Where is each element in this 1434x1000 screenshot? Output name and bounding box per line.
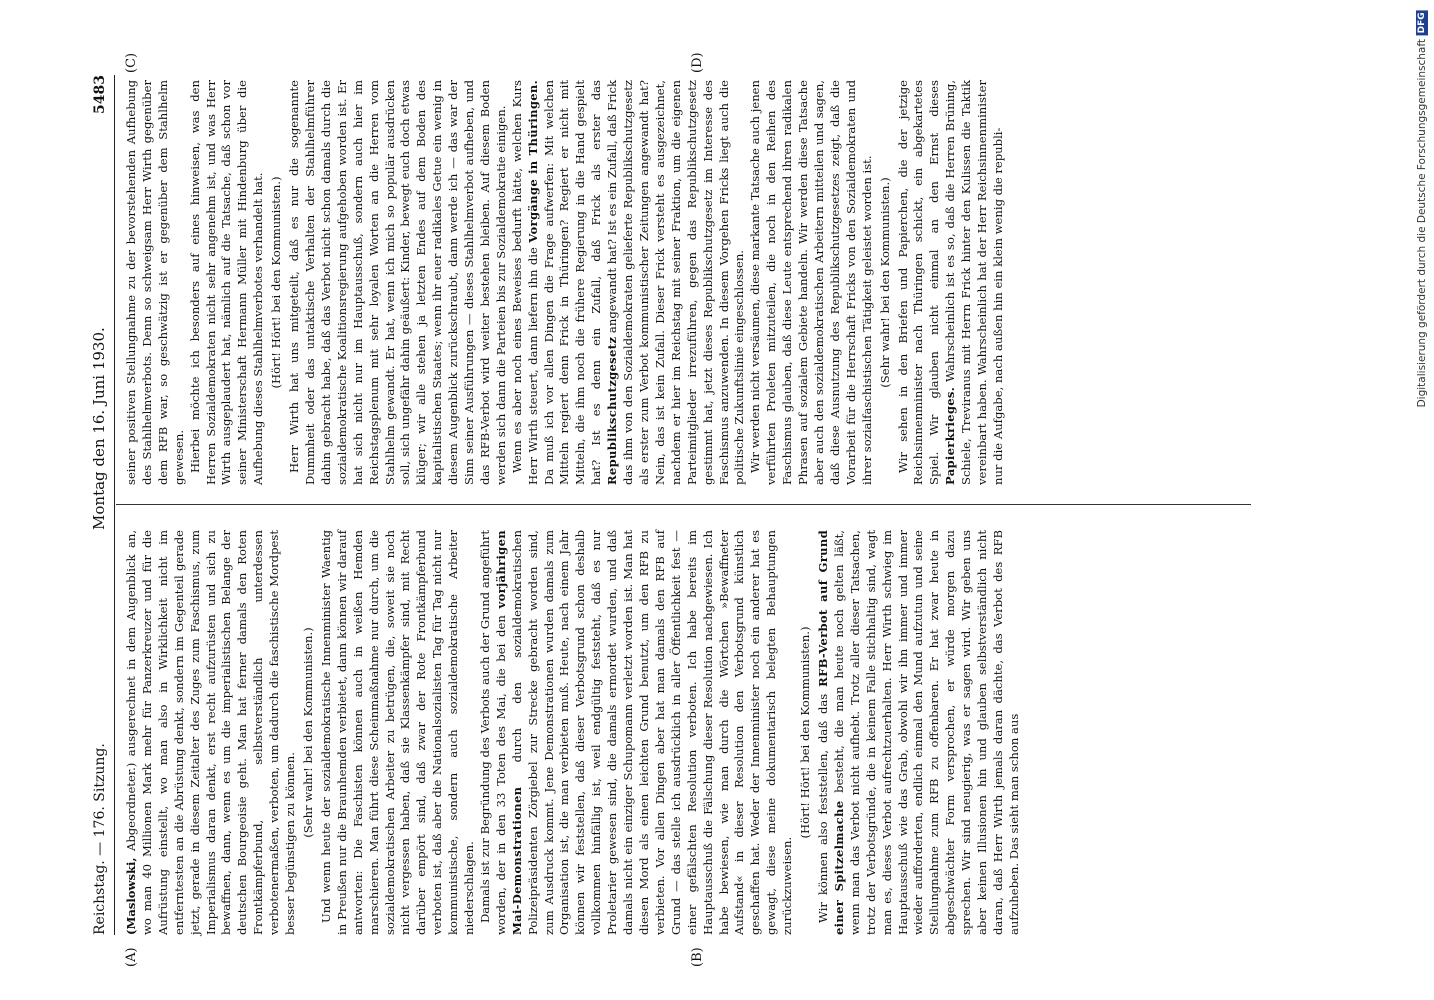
left-column bbox=[124, 530, 1023, 935]
paragraph-text: Da muß ich vor allen Dingen die Frage aufwerfen: Mit welchen Mitteln regiert denn Frick in Thüringen? Regiert er nicht mit Mitteln, die ihm noch die frühere Regierung in die Hand gespielt hat? Ist es denn ein Zufall, daß Frick als erster das bbox=[541, 80, 604, 485]
interjection: (Sehr wahr! bei den Kommunisten.) bbox=[300, 627, 315, 838]
interjection: (Sehr wahr! bei den Kommunisten.) bbox=[877, 177, 892, 388]
credit-text: Digitalisierung gefördert durch die Deutsche Forschungsgemeinschaft bbox=[1416, 39, 1428, 408]
paragraph bbox=[510, 80, 749, 485]
speaker-role: Abgeordneter.) bbox=[124, 762, 138, 852]
paragraph bbox=[124, 530, 299, 935]
paragraph-text: Wir sehen in den Briefen und Papierchen, die der jetzige Reichsinnenminister nach Thüringen schickt, ein abgekartetes Spiel. Wir glauben nicht einmal an den Ernst dieses bbox=[895, 80, 942, 485]
margin-marker-c: (C) bbox=[124, 52, 139, 73]
digitization-credit bbox=[1416, 10, 1428, 407]
page-number: 5483 bbox=[92, 75, 108, 114]
emphasis-text: Republikschutzgesetz bbox=[605, 336, 620, 485]
paragraph-text: durch den sozialdemokratischen Polizeipräsidenten Zörgiebel zur Strecke gebracht worden sind, zum Ausdruck kommt. Jene Demonstrationen wurden damals zum Organisation ist, die man verbieten muß. Heute, nach einem Jahr können wir feststellen, daß dieser Verbotsgrund schon deshalb vollkommen hinfällig ist, weil endgültig feststeht, daß es nur Proletarier gewesen sind, die damals ermordet wurden, und daß damals nicht ein einziger Schupomann verletzt worden ist. Man hat diesen Mord als einen leichten Grund benutzt, um den RFB zu verbieten. Vor allen Dingen aber hat man damals den RFB auf Grund — das stelle ich ausdrücklich in aller Öffentlichkeit fest — einer gefälschten Resolution verboten. Ich habe bereits im Hauptausschuß die Fälschung dieser Resolution nachgewiesen. Ich habe bewiesen, wie man durch die Wörtchen »Bewaffneter Aufstand« in dieser Resolution den Verbotsgrund künstlich geschaffen hat. Weder der Innenminister noch ein anderer hat es gewagt, diese meine dokumentarisch belegten Behauptungen zurückzuweisen. bbox=[509, 530, 795, 935]
paragraph-text: ausgerechnet in dem Augenblick an, wo man 40 Millionen Mark mehr für Panzerkreuzer und für die Aufrüstung einstellt, wo man also in Wirklichkeit nicht im entferntesten an die Abrüstung denkt, sondern im Gegenteil gerade jetzt, gerade in diesem Zeitalter des Zuges zum Faschismus, zum Imperialismus daran denkt, erst recht aufzurüsten und sich zu bewaffnen, dann, wenn es um die imperialistischen Belange der deutschen Bourgeoisie geht. Man hat ferner damals den Roten Frontkämpferbund, selbstverständlich unterdessen verbotenermaßen, verboten, um dadurch die faschistische Mordpest besser begünstigen zu können. bbox=[124, 529, 298, 935]
paragraph-text: Wahrscheinlich ist es so, daß die Herren Brüning, Schiele, Treviranus mit Herrn Frick hinter den Kulissen die Taktik vereinbart haben. Wahrscheinlich hat der Herr Reichsinnenminister nur die Aufgabe, nach außen hin ein klein wenig die republi- bbox=[943, 79, 1005, 485]
paragraph: Wir werden nicht versäumen, diese markante Tatsache auch jenen verführten Proleten mitzuteilen, die noch in den Reihen des Faschismus glauben, daß diese Leute entsprechend ihren radikalen Phrasen auf sozialem Gebiete handeln. Wir werden diese Tatsache aber auch den sozialdemokratischen Arbeitern mitteilen und sagen, daß diese Ausnutzung des Republikschutzgesetzes zeigt, daß die Vorarbeit für die Herrschaft Fricks von den Sozialdemokraten und ihrer sozialfaschistischen Tätigkeit geleistet worden ist. bbox=[748, 80, 874, 485]
emphasis-text: Papierkrieges. bbox=[943, 386, 958, 485]
paragraph-text: besteht, die man heute noch gelten läßt, wenn man das Verbot nicht aufhebt. Trotz aller dieser Tatsachen, trotz der Verbotsgründe, die in keinem Falle stichhaltig sind, wagt man es, dieses Verbot aufrechtzuerhalten. Herr Wirth schwieg im Hauptausschuß wie das Grab, obwohl wir ihn immer und immer wieder aufforderten, endlich einmal den Mund aufzutun und seine Stellungnahme zum RFB zu offenbaren. Er hat zwar heute in abgeschwächter Form versprochen, er würde morgen dazu sprechen. Wir sind neugierig, was er sagen wird. Wir geben uns aber keinen Illusionen hin und glauben selbstverständlich nicht daran, daß Herr Wirth jemals daran dächte, das Verbot des RFB aufzuheben. Das sieht man schon aus bbox=[831, 530, 1021, 935]
margin-marker-b: (B) bbox=[690, 947, 705, 967]
rotated-text-block bbox=[90, 52, 1290, 967]
margin-marker-d: (D) bbox=[690, 52, 705, 73]
paragraph-text: Damals ist zur Begründung des Verbots auch der Grund angeführt worden, der in den 33 Toten des Mai, die bei den bbox=[477, 530, 508, 935]
interjection: (Hört! Hört! bei den Kommunisten.) bbox=[269, 176, 284, 389]
emphasis-text: RFB-Verbot auf Grund einer Spitzelmache bbox=[815, 529, 846, 935]
header-date: Montag den 16. Juni 1930. bbox=[90, 327, 108, 530]
paragraph: Und wenn heute der sozialdemokratische Innenminister Waentig in Preußen nur die Braunhemden verbietet, dann können wir darauf antworten: Die Faschisten können auch in weißen Hemden marschieren. Man führt diese Scheinmaßnahme nur durch, um die sozialdemokratischen Arbeiter zu betrügen, die, soweit sie noch nicht vergessen haben, daß sie Klassenkämpfer sind, mit Recht darüber empört sind, daß zwar der Rote Frontkämpferbund verboten ist, daß aber die Nationalsozialisten Tag für Tag nicht nur kommunistische, sondern auch sozialdemokratische Arbeiter niederschlagen. bbox=[318, 530, 477, 935]
column-divider bbox=[116, 504, 1251, 505]
page-header bbox=[90, 75, 115, 935]
paragraph-text: angewandt hat? Ist es ein Zufall, daß Frick das ihm von den Sozialdemokraten gelieferte Republikschutzgesetz als erster zum Verbot kommunistischer Zeitungen angewandt hat? Nein, das ist kein Zufall. Dieser Frick versteht es ausgezeichnet, nachdem er hier im Reichstag mit seiner Fraktion, um die eigenen Parteimitglieder irrezuführen, gegen das Republikschutzgesetz gestimmt hat, jetzt dieses Republikschutzgesetz im Interesse des Faschismus anzuwenden. In diesem Vorgehen Fricks liegt auch die politische Zukunftslinie eingeschlossen. bbox=[605, 80, 747, 485]
emphasis-text: Vorgänge in Thüringen. bbox=[525, 79, 540, 243]
header-left: Reichstag. — 176. Sitzung. bbox=[92, 743, 108, 935]
paragraph-text: Wenn es aber noch eines Beweises bedurft hätte, welchen Kurs Herr Wirth steuert, dann liefern ihn die bbox=[509, 80, 540, 485]
paragraph bbox=[816, 530, 1023, 935]
paragraph bbox=[896, 80, 1007, 485]
paragraph: Hierbei möchte ich besonders auf eines hinweisen, was den Herren Sozialdemokraten nicht sehr angenehm ist, und was Herr Wirth ausgeplaudert hat, nämlich auf die Tatsache, daß schon vor seiner Ministerschaft Hermann Müller mit Hindenburg über die Aufhebung dieses Stahlhelmverbotes verhandelt hat. bbox=[187, 80, 266, 485]
paragraph-text: Wir können also feststellen, daß das bbox=[815, 693, 830, 923]
paragraph: seiner positiven Stellungnahme zu der bevorstehenden Aufhebung des Stahlhelmverbots. Denn so schweigsam Herr Wirth gegenüber dem RFB war, so geschwätzig ist er gegenüber dem Stahlhelm gewesen. bbox=[124, 80, 186, 485]
speaker-name: (Maslowski, bbox=[124, 857, 138, 935]
paragraph bbox=[478, 530, 796, 935]
right-column bbox=[124, 80, 1007, 485]
emphasis-text: vorjährigen Mai-Demonstrationen bbox=[493, 530, 524, 935]
margin-marker-a: (A) bbox=[124, 947, 139, 967]
dfg-logo: DFG bbox=[1417, 12, 1427, 34]
interjection: (Hört! Hört! bei den Kommunisten.) bbox=[798, 626, 813, 839]
paragraph: Herr Wirth hat uns mitgeteilt, daß es nur die sogenannte Dummheit oder das untaktische Verhalten der Stahlhelmführer dahin gebracht habe, daß das Verbot nicht schon damals durch die sozialdemokratische Koalitionsregierung aufgehoben worden ist. Er hat sich nicht nur im Hauptausschuß, sondern auch hier im Reichstagsplenum mit sehr loyalen Worten an die Herren vom Stahlhelm gewandt. Er hat, wenn ich mich so populär ausdrücken soll, sich ungefähr dahin geäußert: Kinder, bewegt euch doch etwas klüger; wir alle stehen ja letzten Endes auf dem Boden des kapitalistischen Staates; wenn ihr euer radikales Getue ein wenig in diesem Augenblick zurückschraubt, dann werde ich — das war der Sinn seiner Ausführungen — dieses Stahlhelmverbot aufheben, und das RFB-Verbot wird weiter bestehen bleiben. Auf diesem Boden werden sich dann die Parteien bis zur Sozialdemokratie einigen. bbox=[287, 80, 508, 485]
